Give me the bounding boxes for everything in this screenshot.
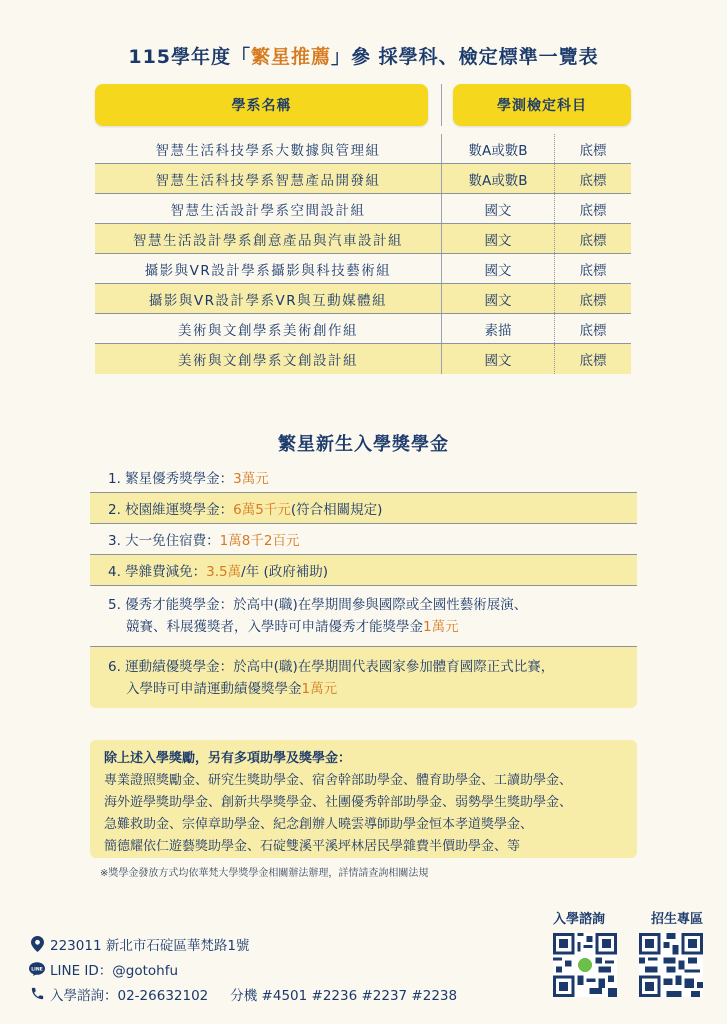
table-row [95,194,631,224]
scholarship-item [90,493,637,524]
other-scholarships-line: 專業證照獎勵金、研究生獎助學金、宿舍幹部助學金、體育助學金、工讀助學金、 [104,773,573,788]
table-body [95,134,631,374]
scholarship-item [90,524,637,555]
item-amount: 3萬元 [233,471,269,487]
subject-cell: 國文 [442,194,555,223]
table-row [95,134,631,164]
item-line: 6. 運動績優獎學金：於高中(職)在學期間代表國家參加體育國際正式比賽， [108,658,555,675]
department-cell: 智慧生活科技學系智慧產品開發組 [95,164,442,193]
phone-text: 入學諮詢：02-26632102 [50,987,209,1004]
other-scholarships-line: 簡德耀依仁遊藝獎助學金、石碇雙溪平溪坪林居民學雜費半價助學金、等 [104,839,521,854]
title-prefix: 115學年度「 [128,46,252,68]
qr-row [553,933,703,997]
subject-cell: 素描 [442,314,555,343]
title-suffix: 」參 採學科、檢定標準一覽表 [331,46,599,68]
item-line [108,616,527,638]
item-amount: 1萬元 [423,619,459,635]
other-scholarships-line: 急難救助金、宗倬章助學金、紀念創辦人曉雲導師助學金恒本孝道獎學金、 [104,817,534,832]
subject-cell: 國文 [442,254,555,283]
address-line [28,931,457,956]
standard-cell: 底標 [579,353,607,369]
svg-text:LINE: LINE [31,966,43,972]
item-text [108,594,527,638]
phone-line [28,981,457,1006]
scholarship-item [90,586,637,647]
qr-codes [553,908,703,997]
phone-extensions: 分機 #4501 #2236 #2237 #2238 [230,987,458,1004]
qr-label-admission-inquiry: 入學諮詢 [553,912,606,927]
subject-cell: 數A或數B [442,134,555,163]
item-line: 5. 優秀才能獎學金：於高中(職)在學期間參與國際或全國性藝術展演、 [108,597,528,613]
item-amount: 3.5萬 [206,564,242,580]
item-amount: 1萬元 [301,680,338,697]
line-id-text: LINE ID：@gotohfu [50,962,179,979]
scholarship-item [90,462,637,493]
department-cell: 智慧生活設計學系空間設計組 [95,194,442,223]
table-row [95,224,631,254]
standard-cell: 底標 [579,292,607,309]
department-cell: 攝影與VR設計學系攝影與科技藝術組 [95,254,442,283]
scholarship-title: 繁星新生入學獎學金 [278,434,449,455]
contact-info [28,931,457,1006]
header-department: 學系名稱 [95,84,428,126]
subject-cell: 國文 [442,344,555,374]
item-label: 2. 校園維運獎學金： [108,502,234,518]
phone-icon [28,986,46,1002]
department-cell: 美術與文創學系美術創作組 [95,314,442,343]
header-subjects: 學測檢定科目 [453,84,631,126]
department-cell: 美術與文創學系文創設計組 [95,344,442,374]
title-highlight: 繁星推薦 [251,46,332,68]
table-row [95,164,631,194]
table-row [95,314,631,344]
map-pin-icon [28,936,46,952]
table-row [95,344,631,374]
standard-cell: 底標 [579,232,607,249]
scholarship-list [90,462,637,708]
qr-labels [553,908,703,927]
subject-cell: 數A或數B [442,164,555,193]
item-line-text: 入學時可申請運動績優獎學金 [126,680,302,697]
scholarship-item [90,647,637,708]
standard-cell: 底標 [579,202,607,219]
standard-cell: 底標 [579,322,607,339]
department-cell: 攝影與VR設計學系VR與互動媒體組 [95,284,442,313]
standard-cell: 底標 [579,142,607,159]
qr-code-admission-zone[interactable] [639,933,703,997]
item-line [108,678,554,700]
other-scholarships-box [90,740,637,858]
table-header [95,84,631,126]
footnote: ※獎學金發放方式均依華梵大學獎學金相關辦法辦理，詳情請查詢相關法規 [100,868,429,879]
item-amount: 1萬8千2百元 [219,533,300,549]
item-label: 4. 學雜費減免： [108,564,207,580]
department-cell: 智慧生活科技學系大數據與管理組 [95,134,442,163]
column-divider [441,84,442,126]
table-row [95,284,631,314]
address-text: 223011 新北市石碇區華梵路1號 [50,937,250,954]
qr-label-admission-zone: 招生專區 [650,912,703,927]
other-scholarships-line: 海外遊學獎助學金、創新共學獎學金、社團優秀幹部助學金、弱勢學生獎助學金、 [104,795,573,810]
line-id-line [28,956,457,981]
line-app-icon [28,961,46,977]
department-cell: 智慧生活設計學系創意產品與汽車設計組 [95,224,442,253]
standard-cell: 底標 [579,262,607,279]
item-suffix: (符合相關規定) [290,502,383,518]
item-line-text: 競賽、科展獲獎者，入學時可申請優秀才能獎學金 [126,619,423,635]
standard-cell: 底標 [579,172,607,189]
item-text [108,656,554,700]
qr-code-line[interactable] [553,933,617,997]
scholarship-item [90,555,637,586]
page-title [0,42,727,69]
item-amount: 6萬5千元 [233,502,291,518]
subjects-table [95,84,631,374]
item-label: 1. 繁星優秀獎學金： [108,471,234,487]
subject-cell: 國文 [442,224,555,253]
item-label: 3. 大一免住宿費： [108,533,220,549]
item-suffix: /年 (政府補助) [241,564,329,580]
subject-cell: 國文 [442,284,555,313]
table-row [95,254,631,284]
other-scholarships-heading: 除上述入學獎勵，另有多項助學及獎學金： [104,751,352,766]
